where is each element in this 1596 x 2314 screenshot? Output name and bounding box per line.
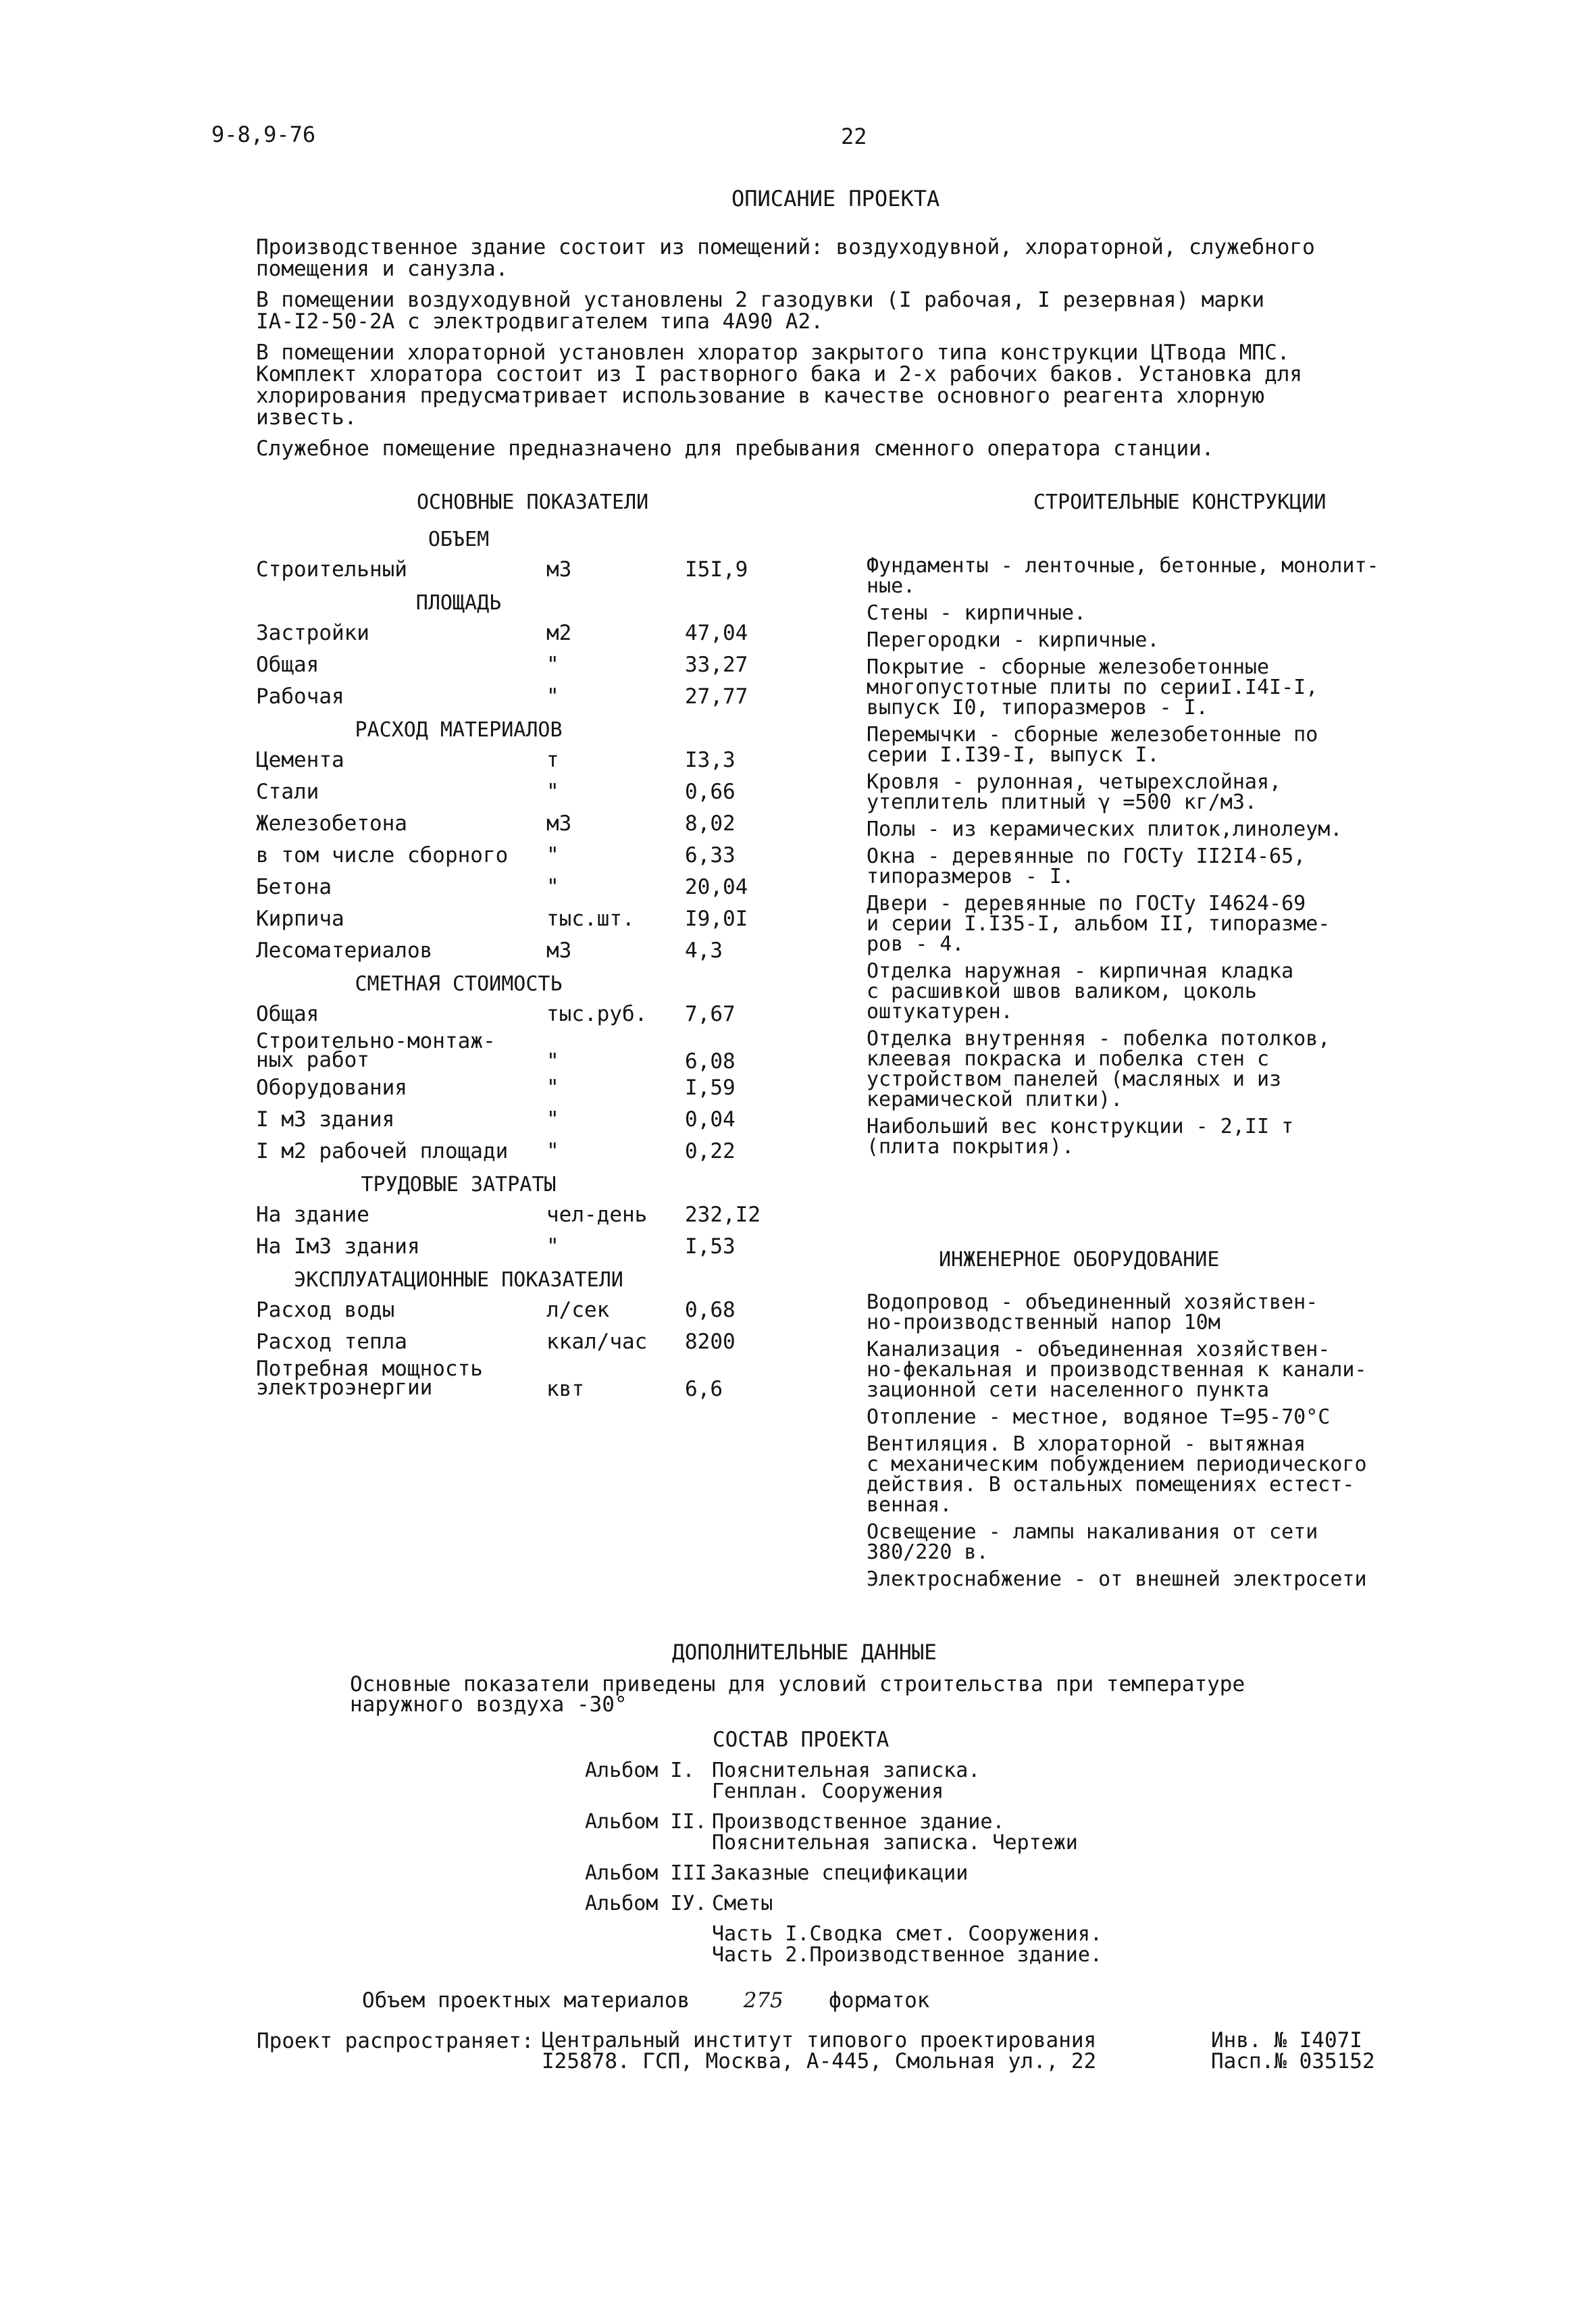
text-line: серии I.I39-I, выпуск I.	[867, 743, 1160, 767]
text-line: Генплан. Сооружения	[712, 1780, 944, 1803]
engineering-item	[867, 1522, 1367, 1563]
text-line: электроэнергии	[256, 1376, 433, 1400]
indicator-value: 0,66	[685, 780, 736, 804]
indicator-row	[256, 1105, 810, 1137]
text-line: ных работ	[256, 1048, 369, 1072]
indicator-value: 33,27	[685, 653, 748, 677]
indicator-value: 232,I2	[685, 1203, 761, 1227]
indicator-unit: "	[546, 653, 559, 677]
construction-item	[867, 556, 1379, 597]
album-label: Альбом I.	[585, 1759, 695, 1782]
album-content	[712, 1893, 773, 1914]
text-line: действия. В остальных помещениях естест-	[867, 1473, 1355, 1496]
text-line: но-фекальная и производственная к канали-	[867, 1358, 1367, 1382]
indicator-value: I3,3	[685, 748, 736, 772]
indicator-label: Оборудования	[256, 1076, 407, 1100]
indicator-value: I5I,9	[685, 557, 748, 582]
composition-heading: СОСТАВ ПРОЕКТА	[713, 1728, 890, 1752]
indicator-unit: м3	[546, 811, 572, 836]
text-line: Наибольший вес конструкции - 2,II т	[867, 1115, 1294, 1138]
text-line: Стены - кирпичные.	[867, 601, 1087, 625]
indicator-value: 47,04	[685, 621, 748, 645]
indicator-unit: м3	[546, 557, 572, 582]
indicator-value: 0,68	[685, 1298, 736, 1322]
indicator-value: 4,3	[685, 938, 723, 963]
construction-item	[867, 847, 1379, 887]
page-title: ОПИСАНИЕ ПРОЕКТА	[731, 186, 940, 211]
construction-item	[867, 894, 1379, 955]
indicator-value: I9,0I	[685, 907, 748, 931]
indicator-value: 27,77	[685, 684, 748, 709]
volume-suffix: форматок	[829, 1988, 930, 2013]
text-line: Часть 2.Производственное здание.	[712, 1943, 1102, 1967]
text-line: наружного воздуха -30°	[350, 1692, 627, 1717]
text-line: Отделка наружная - кирпичная кладка	[867, 959, 1294, 983]
album-parts	[712, 1923, 1102, 1965]
indicator-unit: тыс.руб.	[546, 1002, 648, 1026]
description-paragraph	[256, 342, 1315, 428]
indicator-row	[256, 1328, 810, 1359]
indicator-section-heading: ТРУДОВЫЕ ЗАТРАТЫ	[361, 1173, 557, 1197]
indicator-label: Рабочая	[256, 684, 344, 709]
text-line: Потребная мощность	[256, 1357, 483, 1381]
indicator-value: 6,33	[685, 843, 736, 867]
construction-item	[867, 1117, 1379, 1157]
description-paragraph	[256, 289, 1315, 332]
indicator-label: Застройки	[256, 621, 369, 645]
indicator-row	[256, 905, 810, 936]
indicator-label	[256, 1029, 496, 1072]
text-line: керамической плитки).	[867, 1088, 1123, 1111]
text-line: многопустотные плиты по серииI.I4I-I,	[867, 676, 1318, 699]
text-line: Служебное помещение предназначено для пребывания сменного оператора станции.	[256, 436, 1214, 461]
indicator-row	[256, 1000, 810, 1032]
indicator-row	[256, 651, 810, 682]
text-line: и серии I.I35-I, альбом II, типоразме-	[867, 912, 1331, 936]
album-label: Альбом III.	[585, 1861, 719, 1885]
volume-prefix: Объем проектных материалов	[362, 1988, 690, 2013]
document-code: 9-8,9-76	[211, 122, 316, 147]
construction-item	[867, 820, 1379, 840]
indicator-unit: м3	[546, 938, 572, 963]
indicator-row	[256, 1201, 810, 1232]
indicator-value: 7,67	[685, 1002, 736, 1026]
text-line: зационной сети населенного пункта	[867, 1378, 1270, 1402]
text-line: Электроснабжение - от внешней электросети	[867, 1567, 1367, 1591]
indicator-unit: квт	[546, 1377, 584, 1401]
text-line: Заказные спецификации	[712, 1861, 969, 1885]
distributor-address	[542, 2030, 1096, 2072]
indicator-row	[256, 1232, 810, 1264]
indicator-row	[256, 1296, 810, 1328]
indicator-row	[256, 1029, 810, 1074]
distributor-label: Проект распространяет:	[257, 2029, 534, 2053]
text-line: Пояснительная записка.	[712, 1759, 981, 1782]
engineering-item	[867, 1292, 1367, 1333]
additional-heading: ДОПОЛНИТЕЛЬНЫЕ ДАННЫЕ	[672, 1640, 937, 1665]
indicator-unit: "	[546, 684, 559, 709]
engineering-heading: ИНЖЕНЕРНОЕ ОБОРУДОВАНИЕ	[939, 1248, 1220, 1272]
indicator-row	[256, 555, 810, 587]
text-line: типоразмеров - I.	[867, 865, 1075, 888]
text-line: выпуск I0, типоразмеров - I.	[867, 696, 1208, 720]
engineering-item	[867, 1434, 1367, 1515]
album-label: Альбом IУ.	[585, 1892, 707, 1915]
text-line: ные.	[867, 574, 916, 598]
indicator-label: Стали	[256, 780, 319, 804]
indicator-row	[256, 936, 810, 968]
indicator-section-heading: РАСХОД МАТЕРИАЛОВ	[355, 718, 563, 742]
text-line: Комплект хлоратора состоит из I растворного бака и 2-х рабочих баков. Установка для	[256, 362, 1303, 386]
indicator-unit: "	[546, 1139, 559, 1163]
text-line: Сметы	[712, 1892, 773, 1915]
indicator-label: в том числе сборного	[256, 843, 509, 867]
composition-albums	[585, 1760, 1102, 1965]
indicator-unit: "	[546, 1076, 559, 1100]
indicator-value: 0,22	[685, 1139, 736, 1163]
construction-item	[867, 961, 1379, 1022]
indicator-row	[256, 873, 810, 905]
indicator-unit: т	[546, 748, 559, 772]
text-line: Покрытие - сборные железобетонные	[867, 655, 1270, 679]
constructions-list	[867, 556, 1379, 1164]
indicator-row	[256, 778, 810, 809]
text-line: Канализация - объединенная хозяйствен-	[867, 1338, 1331, 1361]
text-line: Кровля - рулонная, четырехслойная,	[867, 770, 1282, 794]
engineering-list	[867, 1292, 1367, 1596]
text-line: с механическим побуждением периодического	[867, 1453, 1367, 1476]
text-line: Полы - из керамических плиток,линолеум.	[867, 818, 1343, 841]
indicators-table	[256, 524, 810, 1401]
text-line: но-производственный напор 10м	[867, 1311, 1220, 1334]
description-paragraph	[256, 438, 1315, 459]
indicator-unit: ккал/час	[546, 1330, 648, 1354]
text-line: Перегородки - кирпичные.	[867, 628, 1160, 652]
page-number: 22	[841, 124, 867, 149]
indicator-row	[256, 1074, 810, 1105]
text-line: Часть I.Сводка смет. Сооружения.	[712, 1922, 1102, 1946]
text-line: 380/220 в.	[867, 1540, 989, 1564]
album-label: Альбом II.	[585, 1810, 707, 1834]
indicator-value: I,53	[685, 1234, 736, 1259]
text-line: Освещение - лампы накаливания от сети	[867, 1520, 1318, 1544]
text-line: Основные показатели приведены для условий строительства при температуре	[350, 1672, 1245, 1696]
text-line: хлорирования предусматривает использование в качестве основного реагента хлорную	[256, 384, 1265, 408]
inventory-number: Инв. № I407I	[1211, 2028, 1362, 2053]
text-line: клеевая покраска и побелка стен с	[867, 1047, 1270, 1071]
description	[256, 236, 1315, 459]
text-line: Отопление - местное, водяное T=95-70°C	[867, 1405, 1331, 1429]
indicator-unit: "	[546, 1234, 559, 1259]
indicator-unit: "	[546, 1107, 559, 1132]
indicator-row	[256, 746, 810, 778]
passport-number: Пасп.№ 035152	[1211, 2049, 1375, 2073]
indicator-label: Железобетона	[256, 811, 407, 836]
text-line: Производственное здание.	[712, 1810, 1005, 1834]
text-line: с расшивкой швов валиком, цоколь	[867, 980, 1257, 1003]
indicator-section-heading: ОБЪЕМ	[428, 528, 490, 551]
text-line: утеплитель плитный γ =500 кг/м3.	[867, 790, 1257, 814]
indicator-row	[256, 809, 810, 841]
text-line: Центральный институт типового проектирования	[542, 2028, 1097, 2053]
indicator-label: I м2 рабочей площади	[256, 1139, 509, 1163]
text-line: В помещении хлораторной установлен хлоратор закрытого типа конструкции ЦТвода МПС.	[256, 341, 1290, 365]
indicator-label: Общая	[256, 653, 319, 677]
construction-item	[867, 725, 1379, 765]
construction-item	[867, 772, 1379, 813]
engineering-item	[867, 1340, 1367, 1401]
text-line: устройством панелей (масляных и из	[867, 1067, 1282, 1091]
indicator-label: На Iм3 здания	[256, 1234, 420, 1259]
construction-item	[867, 1029, 1379, 1110]
indicator-unit: "	[546, 780, 559, 804]
indicator-unit: "	[546, 1049, 559, 1074]
indicator-label	[256, 1357, 483, 1400]
description-paragraph	[256, 236, 1315, 280]
text-line: Окна - деревянные по ГОСТу II2I4-65,	[867, 845, 1306, 868]
indicators-heading: ОСНОВНЫЕ ПОКАЗАТЕЛИ	[417, 491, 649, 514]
text-line: Производственное здание состоит из помещений: воздуходувной, хлораторной, служебного	[256, 235, 1315, 259]
indicator-label: На здание	[256, 1203, 369, 1227]
indicator-unit: л/сек	[546, 1298, 610, 1322]
indicator-section-heading: СМЕТНАЯ СТОИМОСТЬ	[355, 972, 563, 996]
indicator-unit: чел-день	[546, 1203, 648, 1227]
indicator-label: Строительный	[256, 557, 407, 582]
constructions-heading: СТРОИТЕЛЬНЫЕ КОНСТРУКЦИИ	[1033, 491, 1327, 514]
indicator-label: Расход тепла	[256, 1330, 407, 1354]
registration-numbers	[1211, 2030, 1375, 2072]
text-line: Строительно-монтаж-	[256, 1029, 496, 1053]
indicator-label: Общая	[256, 1002, 319, 1026]
indicator-value: 8,02	[685, 811, 736, 836]
album-content	[712, 1811, 1078, 1853]
album-entry	[585, 1893, 1102, 1914]
indicator-label: Цемента	[256, 748, 344, 772]
indicator-label: Лесоматериалов	[256, 938, 433, 963]
text-line: Пояснительная записка. Чертежи	[712, 1831, 1078, 1855]
indicator-row	[256, 841, 810, 873]
text-line: Двери - деревянные по ГОСТу I4624-69	[867, 892, 1306, 915]
volume-value: 275	[743, 1988, 783, 2013]
engineering-item	[867, 1569, 1367, 1590]
album-content	[712, 1760, 980, 1802]
additional-text	[350, 1674, 1245, 1715]
indicator-row	[256, 619, 810, 651]
text-line: (плита покрытия).	[867, 1135, 1075, 1159]
indicator-label: Бетона	[256, 875, 332, 899]
indicator-unit: тыс.шт.	[546, 907, 635, 931]
text-line: оштукатурен.	[867, 1000, 1013, 1024]
text-line: ров - 4.	[867, 932, 964, 956]
construction-item	[867, 657, 1379, 718]
indicator-row	[256, 682, 810, 714]
text-line: Фундаменты - ленточные, бетонные, монолит-	[867, 554, 1379, 578]
text-line: Водопровод - объединенный хозяйствен-	[867, 1290, 1318, 1314]
engineering-item	[867, 1407, 1367, 1428]
indicator-value: 20,04	[685, 875, 748, 899]
indicator-label: Расход воды	[256, 1298, 395, 1322]
indicator-unit: "	[546, 875, 559, 899]
text-line: Отделка внутренняя - побелка потолков,	[867, 1027, 1331, 1051]
indicator-section-heading: ПЛОЩАДЬ	[415, 591, 502, 615]
album-entry	[585, 1811, 1102, 1853]
indicator-label: I м3 здания	[256, 1107, 395, 1132]
construction-item	[867, 603, 1379, 624]
indicator-value: 6,6	[685, 1377, 723, 1401]
album-entry	[585, 1863, 1102, 1884]
album-content	[712, 1863, 968, 1884]
indicator-row	[256, 1359, 810, 1401]
text-line: известь.	[256, 405, 357, 430]
text-line: помещения и санузла.	[256, 257, 509, 281]
construction-item	[867, 630, 1379, 651]
indicator-unit: м2	[546, 621, 572, 645]
indicator-value: 6,08	[685, 1049, 736, 1074]
text-line: IA-I2-50-2A с электродвигателем типа 4A90 A2.	[256, 309, 823, 334]
text-line: Вентиляция. В хлораторной - вытяжная	[867, 1432, 1306, 1456]
indicator-value: 0,04	[685, 1107, 736, 1132]
album-entry	[585, 1760, 1102, 1802]
text-line: В помещении воздуходувной установлены 2 газодувки (I рабочая, I резервная) марки	[256, 288, 1265, 312]
text-line: I25878. ГСП, Москва, А-445, Смольная ул., 22	[542, 2049, 1097, 2073]
indicator-row	[256, 1137, 810, 1169]
indicator-label: Кирпича	[256, 907, 344, 931]
text-line: венная.	[867, 1493, 952, 1517]
indicator-value: I,59	[685, 1076, 736, 1100]
indicator-unit: "	[546, 843, 559, 867]
volume-line	[362, 1990, 929, 2012]
text-line: Перемычки - сборные железобетонные по	[867, 723, 1318, 747]
indicator-value: 8200	[685, 1330, 736, 1354]
indicator-section-heading: ЭКСПЛУАТАЦИОННЫЕ ПОКАЗАТЕЛИ	[294, 1268, 623, 1292]
